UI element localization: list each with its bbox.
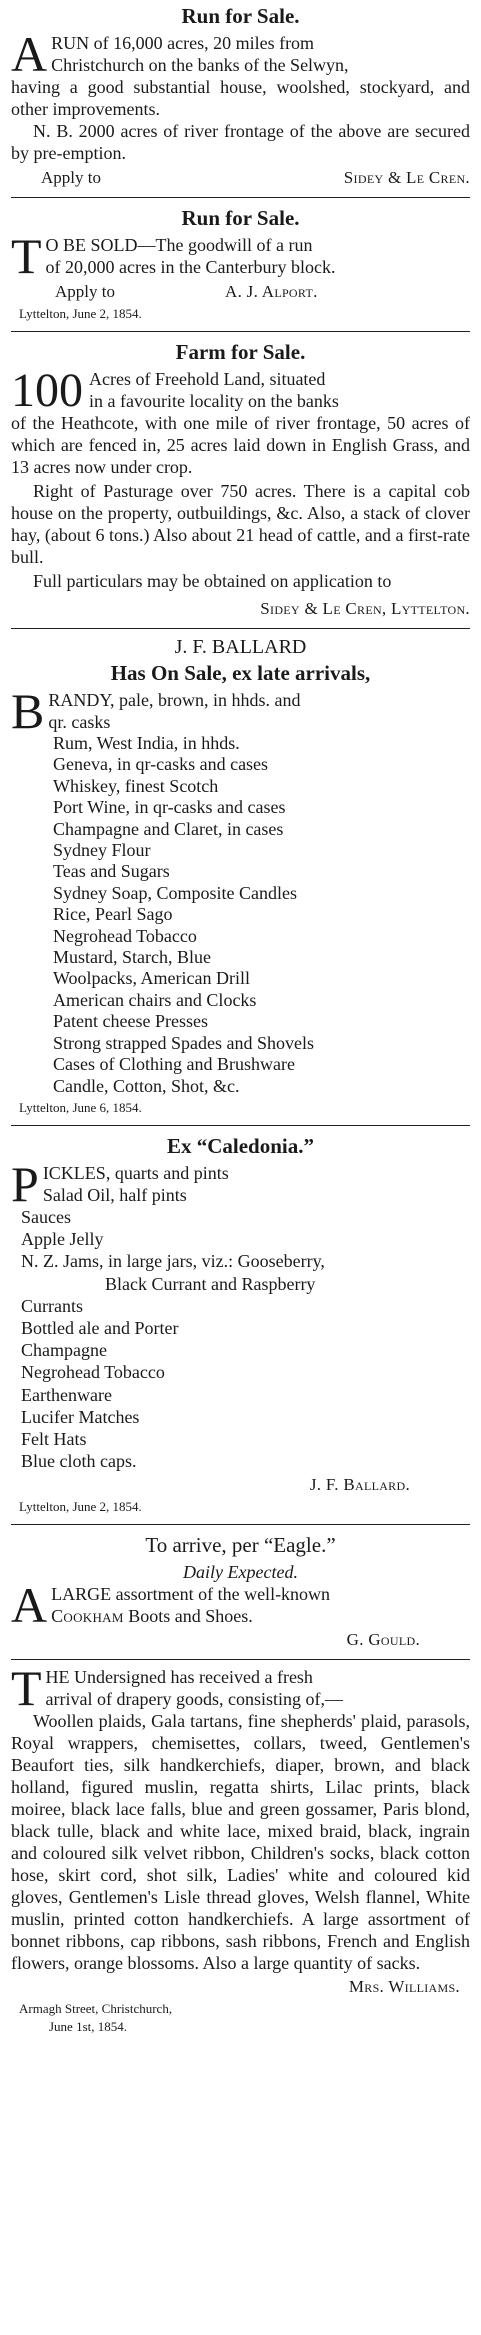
list-item: Negrohead Tobacco	[53, 925, 197, 946]
ad6-signature: G. Gould.	[346, 1630, 420, 1650]
ad1-body: having a good substantial house, woolshed, stockyard, and other improvements.	[11, 77, 470, 119]
ad7-signature: Mrs. Williams.	[348, 1977, 460, 1997]
list-item: Apple Jelly	[21, 1229, 104, 1250]
list-item: Felt Hats	[21, 1428, 87, 1449]
ad3-line1: Acres of Freehold Land, situated	[89, 369, 326, 389]
ad2-drop-letter: T	[11, 234, 42, 278]
ad-drapery-goods	[11, 1660, 470, 2044]
ad3-drop-number: 100	[11, 368, 83, 412]
ad1-line2: Christchurch on the banks of the Selwyn,	[51, 55, 349, 75]
list-item: Cases of Clothing and Brushware	[53, 1054, 295, 1075]
ad2-dateline: Lyttelton, June 2, 1854.	[19, 306, 142, 321]
ad4-line2: qr. casks	[48, 712, 111, 732]
list-item: Blue cloth caps.	[21, 1451, 137, 1472]
list-item: American chairs and Clocks	[53, 989, 257, 1010]
list-item: Rum, West India, in hhds.	[53, 733, 240, 753]
ad5-line2: Salad Oil, half pints	[42, 1184, 187, 1205]
ad4-line1: RANDY, pale, brown, in hhds. and	[48, 690, 301, 710]
list-item: Lucifer Matches	[21, 1406, 140, 1427]
ad5-drop-letter: P	[11, 1161, 39, 1206]
ad5-signature: J. F. Ballard.	[309, 1475, 410, 1495]
ad2-heading: Run for Sale.	[181, 206, 300, 230]
ad6-line2	[11, 1605, 470, 1627]
list-item: Sydney Flour	[53, 840, 151, 861]
ad4-dateline: Lyttelton, June 6, 1854.	[19, 1099, 142, 1115]
ad1-apply-text: Apply to	[41, 168, 101, 187]
list-item: Sydney Soap, Composite Candles	[53, 882, 297, 903]
ad3-signature: Sidey & Le Cren, Lyttelton.	[260, 599, 470, 618]
ad-ballard-on-sale	[11, 629, 470, 1125]
ad5-item-list	[11, 1206, 470, 1472]
list-item: Sauces	[21, 1206, 71, 1227]
ad4-merchant-name: J. F. BALLARD	[174, 636, 307, 658]
ad7-line1: HE Undersigned has received a fresh	[45, 1667, 313, 1688]
list-item: Earthenware	[21, 1384, 112, 1405]
ad4-heading: Has On Sale, ex late arrivals,	[110, 661, 371, 685]
ad7-address-street: Armagh Street, Christchurch,	[19, 2001, 173, 2017]
ad3-line2: in a favourite locality on the banks	[89, 391, 339, 411]
ad6-line1: LARGE assortment of the well-known	[51, 1584, 331, 1605]
ad2-line1: O BE SOLD—The goodwill of a run	[45, 235, 313, 255]
ad6-subheading: Daily Expected.	[183, 1562, 298, 1583]
ad7-drop-letter: T	[11, 1666, 42, 1711]
list-item: Whiskey, finest Scotch	[53, 775, 219, 796]
ad6-line2-rest: Boots and Shoes.	[123, 1606, 253, 1627]
ad-ex-caledonia	[11, 1126, 470, 1524]
list-item: Champagne and Claret, in cases	[53, 818, 284, 839]
list-item: Champagne	[21, 1340, 107, 1361]
list-item: Mustard, Starch, Blue	[53, 947, 211, 968]
ad1-signature: Sidey & Le Cren.	[343, 168, 470, 187]
ad2-apply-text: Apply to	[55, 282, 115, 301]
ad-run-for-sale-selwyn	[11, 0, 470, 197]
ad-farm-for-sale	[11, 332, 470, 628]
list-item: Woolpacks, American Drill	[53, 968, 250, 989]
list-item: Bottled ale and Porter	[21, 1317, 179, 1338]
ad1-line1: RUN of 16,000 acres, 20 miles from	[51, 33, 315, 53]
list-item: Currants	[21, 1295, 83, 1316]
ad3-heading: Farm for Sale.	[175, 340, 306, 364]
ad2-apply-row	[11, 281, 470, 303]
ad1-heading: Run for Sale.	[181, 4, 300, 28]
ad-run-for-sale-canterbury	[11, 198, 470, 331]
ad3-para2: Right of Pasturage over 750 acres. There is a capital cob house on the property, outbuildings, &c. Also, a stack of clover hay, (about 6 tons.) Also about 21 head of cattle, and a first-rate bull.	[11, 481, 470, 567]
list-item: N. Z. Jams, in large jars, viz.: Gooseberry,	[21, 1251, 325, 1272]
list-item: Port Wine, in qr-casks and cases	[53, 797, 286, 818]
list-item: Strong strapped Spades and Shovels	[53, 1032, 314, 1053]
ad2-signature: A. J. Alport.	[225, 282, 318, 301]
ad1-drop-letter: A	[11, 32, 48, 76]
ad7-body: Woollen plaids, Gala tartans, fine shepherds' plaid, parasols, Royal wrappers, chemisettes, collars, tweed, Gentlemen's Beaufort ties, silk handkerchiefs, diaper, brown, and black holland, figured muslin, regatta shirts, Lilac prints, black moiree, black lace falls, blue and green gossamer, Paris blond, black tulle, black and white lace, mixed braid, black, ingrain and coloured silk velvet ribbon, Children's socks, black cotton hose, skirt cord, shot silk, Ladies' white and coloured kid gloves, Gentlemen's Lisle thread gloves, Welsh flannel, White muslin, printed cotton handkerchiefs. A large assortment of bonnet ribbons, cap ribbons, sash ribbons, French and English flowers, orange blossoms. Also a large quantity of sacks.	[11, 1711, 470, 1974]
ad1-nb: N. B. 2000 acres of river frontage of the above are secured by pre-emption.	[11, 121, 470, 163]
ad1-apply-row	[11, 167, 470, 189]
ad-to-arrive-eagle	[11, 1525, 470, 1659]
ad5-line1: ICKLES, quarts and pints	[42, 1162, 229, 1183]
ad5-dateline: Lyttelton, June 2, 1854.	[19, 1499, 142, 1515]
ad4-drop-letter: B	[11, 689, 45, 733]
list-item: Black Currant and Raspberry	[105, 1273, 316, 1294]
ad2-line2: of 20,000 acres in the Canterbury block.	[45, 257, 336, 277]
ad6-heading: To arrive, per “Eagle.”	[145, 1533, 336, 1558]
ad7-line2: arrival of drapery goods, consisting of,—	[45, 1689, 343, 1710]
ad4-item-list	[11, 733, 470, 1097]
list-item: Patent cheese Presses	[53, 1011, 208, 1032]
ad5-heading: Ex “Caledonia.”	[166, 1133, 315, 1158]
list-item: Negrohead Tobacco	[21, 1362, 165, 1383]
list-item: Rice, Pearl Sago	[53, 904, 173, 925]
ad7-address-date: June 1st, 1854.	[49, 2019, 127, 2035]
ad6-drop-letter: A	[11, 1583, 48, 1628]
list-item: Geneva, in qr-casks and cases	[53, 754, 269, 775]
ad3-para3: Full particulars may be obtained on application to	[33, 571, 392, 591]
list-item: Teas and Sugars	[53, 861, 170, 882]
ad3-body: of the Heathcote, with one mile of river frontage, 50 acres of which are fenced in, 25 acres laid down in English Grass, and 13 acres now under crop.	[11, 413, 470, 477]
ad6-brand: Cookham	[51, 1606, 124, 1627]
list-item: Candle, Cotton, Shot, &c.	[53, 1075, 240, 1096]
